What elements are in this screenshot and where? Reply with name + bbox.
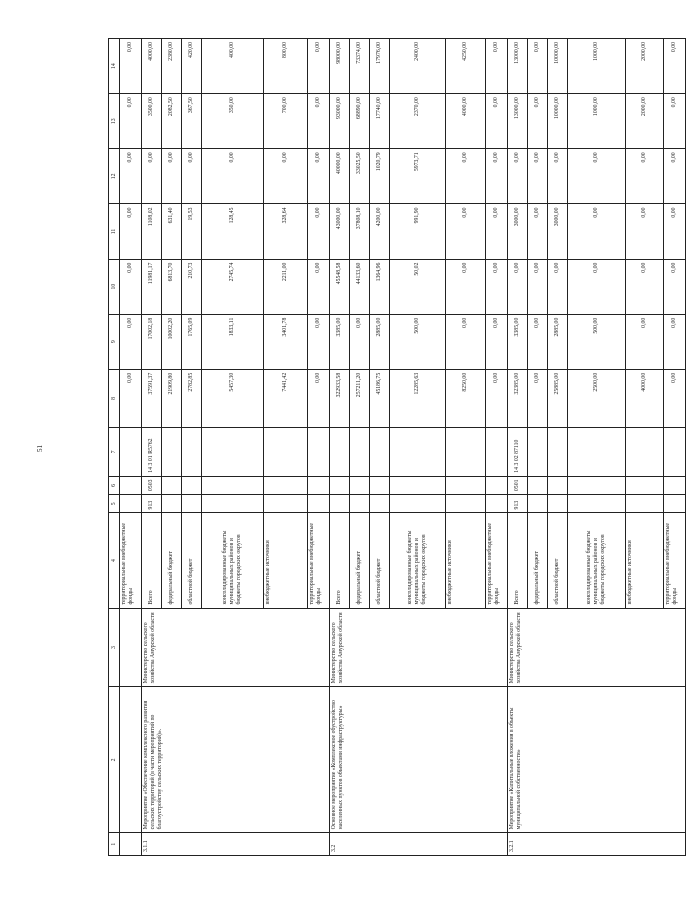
table-cell bbox=[370, 495, 390, 513]
item-description-cell: Основное мероприятие «Комплексное обустройство населенных пунктов объектами инфраструктуры» bbox=[330, 687, 508, 833]
value-cell: 8250,00 bbox=[446, 369, 486, 427]
value-cell: 45548,58 bbox=[330, 259, 350, 314]
funding-source-cell: областной бюджет bbox=[548, 513, 568, 608]
code-cell: 14 3 01 R5762 bbox=[142, 428, 162, 477]
value-cell: 0,00 bbox=[664, 39, 686, 94]
item-number-cell: 3.2 bbox=[330, 833, 508, 856]
table-cell bbox=[370, 476, 390, 494]
value-cell: 0,00 bbox=[446, 259, 486, 314]
table-cell bbox=[350, 495, 370, 513]
table-cell bbox=[664, 495, 686, 513]
value-cell: 0,00 bbox=[568, 259, 626, 314]
value-cell: 7441,42 bbox=[264, 369, 308, 427]
executor-cell: Министерство сельского хозяйства Амурской области bbox=[142, 608, 330, 687]
value-cell: 93000,00 bbox=[330, 94, 350, 149]
code-cell: 14 3 02 87110 bbox=[508, 428, 528, 477]
value-cell: 0,00 bbox=[528, 259, 548, 314]
header-cell: 14 bbox=[109, 39, 120, 94]
table-cell bbox=[162, 428, 182, 477]
value-cell: 0,00 bbox=[486, 39, 508, 94]
value-cell: 11981,17 bbox=[142, 259, 162, 314]
rotated-page bbox=[108, 38, 678, 856]
funding-source-cell: Всего bbox=[330, 513, 350, 608]
value-cell: 800,00 bbox=[264, 39, 308, 94]
value-cell: 10000,00 bbox=[548, 94, 568, 149]
table-cell bbox=[162, 476, 182, 494]
value-cell: 32385,00 bbox=[508, 369, 528, 427]
table-row bbox=[330, 39, 350, 856]
table-cell bbox=[390, 495, 446, 513]
value-cell: 2082,50 bbox=[162, 94, 182, 149]
value-cell: 4000,00 bbox=[626, 369, 664, 427]
funding-source-cell: федеральный бюджет bbox=[528, 513, 548, 608]
table-cell bbox=[330, 428, 350, 477]
value-cell: 98000,00 bbox=[330, 39, 350, 94]
table-cell bbox=[568, 428, 626, 477]
table-cell bbox=[308, 428, 330, 477]
value-cell: 0,00 bbox=[264, 149, 308, 204]
table-row bbox=[142, 39, 162, 856]
table-cell bbox=[486, 428, 508, 477]
value-cell: 2500,00 bbox=[568, 369, 626, 427]
value-cell: 5457,30 bbox=[202, 369, 264, 427]
table-cell bbox=[120, 833, 142, 856]
value-cell: 2745,74 bbox=[202, 259, 264, 314]
value-cell: 128,45 bbox=[202, 204, 264, 259]
funding-source-cell: Всего bbox=[508, 513, 528, 608]
funding-source-cell: внебюджетные источники bbox=[626, 513, 664, 608]
header-cell: 7 bbox=[109, 428, 120, 477]
page-number: 51 bbox=[36, 445, 44, 452]
value-cell: 4200,00 bbox=[370, 204, 390, 259]
item-number-cell: 3.2.1 bbox=[508, 833, 686, 856]
value-cell: 0,00 bbox=[446, 314, 486, 369]
header-cell: 6 bbox=[109, 476, 120, 494]
value-cell: 0,00 bbox=[120, 314, 142, 369]
value-cell: 1000,00 bbox=[568, 94, 626, 149]
table-cell bbox=[446, 428, 486, 477]
value-cell: 0,00 bbox=[120, 94, 142, 149]
table-cell bbox=[528, 476, 548, 494]
item-description-cell: Мероприятие «Обеспечение комплексного развития сельских территорий (в части мероприятий по благоустройству сельских территорий)». bbox=[142, 687, 330, 833]
value-cell: 19,53 bbox=[182, 204, 202, 259]
table-cell bbox=[548, 476, 568, 494]
value-cell: 420,00 bbox=[182, 39, 202, 94]
executor-cell: Министерство сельского хозяйства Амурской области bbox=[508, 608, 686, 687]
value-cell: 500,00 bbox=[568, 314, 626, 369]
value-cell: 33025,50 bbox=[350, 149, 370, 204]
value-cell: 0,00 bbox=[626, 259, 664, 314]
table-cell bbox=[120, 476, 142, 494]
value-cell: 0,00 bbox=[664, 259, 686, 314]
value-cell: 0,00 bbox=[664, 314, 686, 369]
value-cell: 0,00 bbox=[568, 204, 626, 259]
value-cell: 4250,00 bbox=[446, 39, 486, 94]
value-cell: 0,00 bbox=[308, 204, 330, 259]
funding-source-cell: внебюджетные источники bbox=[264, 513, 308, 608]
value-cell: 1000,00 bbox=[568, 39, 626, 94]
value-cell: 43000,00 bbox=[330, 204, 350, 259]
value-cell: 0,00 bbox=[626, 314, 664, 369]
value-cell: 17976,00 bbox=[370, 39, 390, 94]
value-cell: 0,00 bbox=[446, 149, 486, 204]
value-cell: 1765,09 bbox=[182, 314, 202, 369]
funding-source-cell: консолидированные бюджеты муниципальных районов и бюджеты городских округов bbox=[202, 513, 264, 608]
funding-source-cell: федеральный бюджет bbox=[162, 513, 182, 608]
value-cell: 0,00 bbox=[626, 149, 664, 204]
value-cell: 1020,79 bbox=[370, 149, 390, 204]
value-cell: 45186,75 bbox=[370, 369, 390, 427]
table-cell bbox=[548, 495, 568, 513]
value-cell: 10000,00 bbox=[548, 39, 568, 94]
header-row bbox=[109, 39, 120, 856]
value-cell: 21909,80 bbox=[162, 369, 182, 427]
value-cell: 700,00 bbox=[264, 94, 308, 149]
value-cell: 631,40 bbox=[162, 204, 182, 259]
value-cell: 0,00 bbox=[446, 204, 486, 259]
value-cell: 0,00 bbox=[308, 149, 330, 204]
header-cell: 10 bbox=[109, 259, 120, 314]
value-cell: 0,00 bbox=[664, 204, 686, 259]
value-cell: 10002,20 bbox=[162, 314, 182, 369]
table-cell bbox=[264, 476, 308, 494]
table-cell bbox=[264, 428, 308, 477]
value-cell: 0,00 bbox=[308, 94, 330, 149]
value-cell: 0,00 bbox=[508, 259, 528, 314]
value-cell: 0,00 bbox=[548, 259, 568, 314]
value-cell: 3000,00 bbox=[548, 204, 568, 259]
funding-source-cell: консолидированные бюджеты муниципальных районов и бюджеты городских округов bbox=[568, 513, 626, 608]
value-cell: 0,00 bbox=[308, 314, 330, 369]
value-cell: 50,02 bbox=[390, 259, 446, 314]
value-cell: 0,00 bbox=[528, 149, 548, 204]
value-cell: 0,00 bbox=[486, 204, 508, 259]
value-cell: 350,00 bbox=[202, 94, 264, 149]
value-cell: 1108,02 bbox=[142, 204, 162, 259]
budget-table bbox=[108, 38, 686, 856]
value-cell: 4000,00 bbox=[446, 94, 486, 149]
value-cell: 2000,00 bbox=[626, 94, 664, 149]
header-cell: 3 bbox=[109, 608, 120, 687]
code-cell: 0503 bbox=[142, 476, 162, 494]
table-cell bbox=[330, 495, 350, 513]
table-cell bbox=[202, 476, 264, 494]
table-cell bbox=[568, 476, 626, 494]
value-cell: 322933,58 bbox=[330, 369, 350, 427]
funding-source-cell: внебюджетные источники bbox=[446, 513, 486, 608]
table-cell bbox=[182, 476, 202, 494]
value-cell: 3000,00 bbox=[508, 204, 528, 259]
value-cell: 0,00 bbox=[568, 149, 626, 204]
funding-source-cell: консолидированные бюджеты муниципальных районов и бюджеты городских округов bbox=[390, 513, 446, 608]
value-cell: 17002,18 bbox=[142, 314, 162, 369]
value-cell: 0,00 bbox=[664, 94, 686, 149]
code-cell: 0501 bbox=[508, 476, 528, 494]
table-cell bbox=[330, 476, 350, 494]
table-cell bbox=[486, 495, 508, 513]
value-cell: 3500,00 bbox=[142, 94, 162, 149]
funding-source-cell: Всего bbox=[142, 513, 162, 608]
table-cell bbox=[528, 428, 548, 477]
table-cell bbox=[350, 428, 370, 477]
funding-source-cell: территориальные внебюджетные фонды bbox=[486, 513, 508, 608]
header-cell: 8 bbox=[109, 369, 120, 427]
table-cell bbox=[390, 428, 446, 477]
table-cell bbox=[120, 608, 142, 687]
value-cell: 0,00 bbox=[528, 39, 548, 94]
value-cell: 0,00 bbox=[486, 149, 508, 204]
value-cell: 0,00 bbox=[308, 259, 330, 314]
table-cell bbox=[664, 476, 686, 494]
value-cell: 2782,85 bbox=[182, 369, 202, 427]
table-cell bbox=[446, 495, 486, 513]
value-cell: 0,00 bbox=[486, 314, 508, 369]
value-cell: 991,90 bbox=[390, 204, 446, 259]
value-cell: 0,00 bbox=[664, 149, 686, 204]
table-cell bbox=[370, 428, 390, 477]
value-cell: 0,00 bbox=[626, 204, 664, 259]
value-cell: 2370,00 bbox=[390, 94, 446, 149]
table-cell bbox=[350, 476, 370, 494]
table-cell bbox=[548, 428, 568, 477]
table-cell bbox=[308, 476, 330, 494]
header-cell: 9 bbox=[109, 314, 120, 369]
table-row bbox=[508, 39, 528, 856]
header-cell: 11 bbox=[109, 204, 120, 259]
header-cell: 1 bbox=[109, 833, 120, 856]
item-number-cell: 3.1.1 bbox=[142, 833, 330, 856]
funding-source-cell: областной бюджет bbox=[182, 513, 202, 608]
value-cell: 210,73 bbox=[182, 259, 202, 314]
value-cell: 0,00 bbox=[308, 369, 330, 427]
value-cell: 400,00 bbox=[202, 39, 264, 94]
table-cell bbox=[568, 495, 626, 513]
table-cell bbox=[264, 495, 308, 513]
code-cell: 913 bbox=[142, 495, 162, 513]
table-cell bbox=[182, 495, 202, 513]
header-cell: 4 bbox=[109, 513, 120, 608]
value-cell: 328,64 bbox=[264, 204, 308, 259]
value-cell: 2885,00 bbox=[548, 314, 568, 369]
header-cell: 13 bbox=[109, 94, 120, 149]
value-cell: 3401,78 bbox=[264, 314, 308, 369]
table-cell bbox=[308, 495, 330, 513]
value-cell: 40000,00 bbox=[330, 149, 350, 204]
executor-cell: Министерство сельского хозяйства Амурской области bbox=[330, 608, 508, 687]
value-cell: 0,00 bbox=[202, 149, 264, 204]
header-cell: 12 bbox=[109, 149, 120, 204]
funding-source-cell: территориальные внебюджетные фонды bbox=[664, 513, 686, 608]
value-cell: 0,00 bbox=[528, 369, 548, 427]
value-cell: 37808,10 bbox=[350, 204, 370, 259]
value-cell: 2211,00 bbox=[264, 259, 308, 314]
table-cell bbox=[182, 428, 202, 477]
value-cell: 0,00 bbox=[120, 39, 142, 94]
value-cell: 1364,96 bbox=[370, 259, 390, 314]
value-cell: 0,00 bbox=[350, 314, 370, 369]
value-cell: 68890,00 bbox=[350, 94, 370, 149]
value-cell: 0,00 bbox=[142, 149, 162, 204]
value-cell: 0,00 bbox=[120, 369, 142, 427]
value-cell: 0,00 bbox=[162, 149, 182, 204]
table-cell bbox=[626, 495, 664, 513]
value-cell: 17740,00 bbox=[370, 94, 390, 149]
value-cell: 0,00 bbox=[308, 39, 330, 94]
value-cell: 2380,00 bbox=[162, 39, 182, 94]
value-cell: 0,00 bbox=[528, 94, 548, 149]
value-cell: 0,00 bbox=[120, 259, 142, 314]
value-cell: 3385,00 bbox=[508, 314, 528, 369]
value-cell: 2000,00 bbox=[626, 39, 664, 94]
value-cell: 13000,00 bbox=[508, 39, 528, 94]
funding-source-cell: территориальные внебюджетные фонды bbox=[120, 513, 142, 608]
table-cell bbox=[626, 476, 664, 494]
value-cell: 0,00 bbox=[120, 204, 142, 259]
value-cell: 6813,70 bbox=[162, 259, 182, 314]
table-cell bbox=[120, 428, 142, 477]
value-cell: 0,00 bbox=[664, 369, 686, 427]
value-cell: 0,00 bbox=[486, 259, 508, 314]
value-cell: 2885,00 bbox=[370, 314, 390, 369]
value-cell: 12285,63 bbox=[390, 369, 446, 427]
funding-source-cell: федеральный бюджет bbox=[350, 513, 370, 608]
table-cell bbox=[486, 476, 508, 494]
value-cell: 0,00 bbox=[528, 314, 548, 369]
value-cell: 0,00 bbox=[528, 204, 548, 259]
value-cell: 0,00 bbox=[486, 94, 508, 149]
table-cell bbox=[390, 476, 446, 494]
value-cell: 0,00 bbox=[486, 369, 508, 427]
value-cell: 13000,00 bbox=[508, 94, 528, 149]
value-cell: 1833,11 bbox=[202, 314, 264, 369]
value-cell: 5973,71 bbox=[390, 149, 446, 204]
value-cell: 0,00 bbox=[120, 149, 142, 204]
value-cell: 0,00 bbox=[182, 149, 202, 204]
value-cell: 2400,00 bbox=[390, 39, 446, 94]
value-cell: 44133,60 bbox=[350, 259, 370, 314]
value-cell: 37591,37 bbox=[142, 369, 162, 427]
value-cell: 3385,00 bbox=[330, 314, 350, 369]
table-row bbox=[120, 39, 142, 856]
value-cell: 73374,00 bbox=[350, 39, 370, 94]
funding-source-cell: областной бюджет bbox=[370, 513, 390, 608]
header-cell: 2 bbox=[109, 687, 120, 833]
value-cell: 0,00 bbox=[508, 149, 528, 204]
table-cell bbox=[528, 495, 548, 513]
value-cell: 257211,20 bbox=[350, 369, 370, 427]
code-cell: 913 bbox=[508, 495, 528, 513]
table-cell bbox=[202, 428, 264, 477]
value-cell: 367,50 bbox=[182, 94, 202, 149]
header-cell: 5 bbox=[109, 495, 120, 513]
funding-source-cell: территориальные внебюджетные фонды bbox=[308, 513, 330, 608]
table-cell bbox=[664, 428, 686, 477]
table-cell bbox=[202, 495, 264, 513]
value-cell: 0,00 bbox=[548, 149, 568, 204]
table-cell bbox=[120, 687, 142, 833]
value-cell: 4000,00 bbox=[142, 39, 162, 94]
table-cell bbox=[162, 495, 182, 513]
table-cell bbox=[626, 428, 664, 477]
value-cell: 25885,00 bbox=[548, 369, 568, 427]
table-cell bbox=[120, 495, 142, 513]
item-description-cell: Мероприятие «Капитальные вложения в объекты муниципальной собственности» bbox=[508, 687, 686, 833]
table-cell bbox=[446, 476, 486, 494]
value-cell: 500,00 bbox=[390, 314, 446, 369]
